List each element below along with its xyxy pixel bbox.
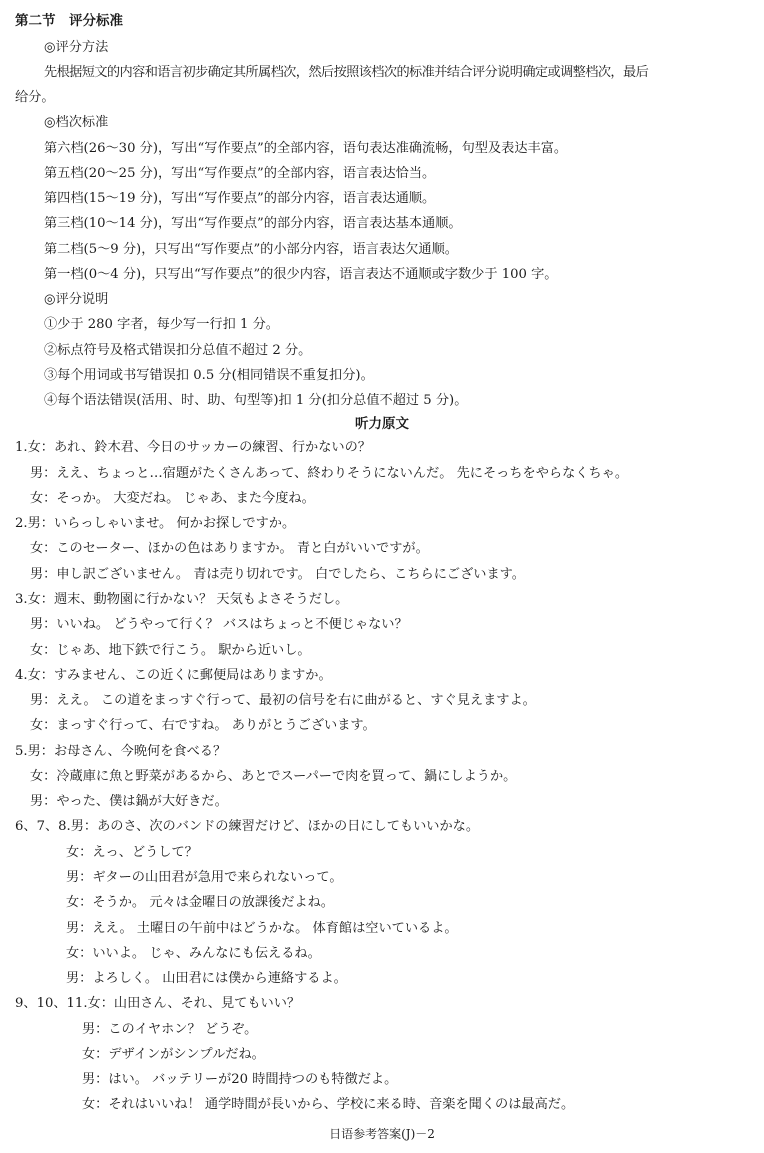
- dialogue-1-line-1: 1.女：あれ、鈴木君、今日のサッカーの練習、行かないの？: [15, 440, 371, 455]
- method-text-line-2: 给分。: [15, 90, 55, 105]
- dialogue-2-line-3: 男：申し訳ございません。 青は売り切れです。 白でしたら、こちらにございます。: [30, 567, 525, 582]
- dialogue-5-line-3: 男：やった、僕は鍋が大好きだ。: [30, 794, 228, 809]
- page-footer: 日语参考答案(J)－2: [329, 1127, 435, 1141]
- level-6: 第六档(26～30 分)，写出“写作要点”的全部内容，语句表达准确流畅，句型及表达丰富。: [44, 141, 568, 156]
- listening-title: 听力原文: [355, 416, 409, 432]
- dialogue-6-8-line-6: 女：いいよ。 じゃ、みんなにも伝えるね。: [66, 946, 321, 961]
- method-heading: ◎评分方法: [44, 40, 109, 55]
- dialogue-6-8-line-1: 6、7、8.男：あのさ、次のバンドの練習だけど、ほかの日にしてもいいかな。: [15, 819, 480, 834]
- dialogue-2-line-1: 2.男：いらっしゃいませ。 何かお探しですか。: [15, 516, 296, 531]
- level-2: 第二档(5～9 分)，只写出“写作要点”的小部分内容，语言表达欠通顺。: [44, 242, 458, 257]
- dialogue-2-line-2: 女：このセーター、ほかの色はありますか。 青と白がいいですが。: [30, 541, 429, 556]
- level-4: 第四档(15～19 分)，写出“写作要点”的部分内容，语言表达通顺。: [44, 191, 436, 206]
- dialogue-3-line-2: 男：いいね。 どうやって行く？ バスはちょっと不便じゃない？: [30, 617, 408, 632]
- dialogue-3-line-3: 女：じゃあ、地下鉄で行こう。 駅から近いし。: [30, 643, 311, 658]
- dialogue-5-line-2: 女：冷蔵庫に魚と野菜があるから、あとでスーパーで肉を買って、鍋にしようか。: [30, 769, 517, 784]
- dialogue-1-line-3: 女：そっか。 大変だね。 じゃあ、また今度ね。: [30, 491, 315, 506]
- dialogue-6-8-line-2: 女：えっ、どうして？: [66, 845, 198, 860]
- dialogue-6-8-line-5: 男：ええ。 土曜日の午前中はどうかな。 体育館は空いているよ。: [66, 921, 458, 936]
- level-1: 第一档(0～4 分)，只写出“写作要点”的很少内容，语言表达不通顺或字数少于 100 字。: [44, 267, 558, 282]
- dialogue-6-8-line-4: 女：そうか。 元々は金曜日の放課後だよね。: [66, 895, 334, 910]
- note-2: ②标点符号及格式错误扣分总值不超过 2 分。: [44, 343, 312, 358]
- dialogue-9-11-line-2: 男：このイヤホン？ どうぞ。: [82, 1022, 258, 1037]
- levels-heading: ◎档次标准: [44, 115, 109, 130]
- level-5: 第五档(20～25 分)，写出“写作要点”的全部内容，语言表达恰当。: [44, 166, 436, 181]
- notes-heading: ◎评分说明: [44, 292, 109, 307]
- dialogue-6-8-line-7: 男：よろしく。 山田君には僕から連絡するよ。: [66, 971, 347, 986]
- dialogue-4-line-3: 女：まっすぐ行って、右ですね。 ありがとうございます。: [30, 718, 376, 733]
- dialogue-9-11-line-1: 9、10、11.女：山田さん、それ、見てもいい？: [15, 996, 301, 1011]
- note-4: ④每个语法错误(活用、时、助、句型等)扣 1 分(扣分总值不超过 5 分)。: [44, 393, 468, 408]
- method-text-line-1: 先根据短文的内容和语言初步确定其所属档次，然后按照该档次的标准并结合评分说明确定或调整档次，最后: [44, 65, 649, 80]
- dialogue-9-11-line-3: 女：デザインがシンプルだね。: [82, 1047, 265, 1062]
- note-3: ③每个用词或书写错误扣 0.5 分(相同错误不重复扣分)。: [44, 368, 374, 383]
- dialogue-9-11-line-5: 女：それはいいね！ 通学時間が長いから、学校に来る時、音楽を聞くのは最高だ。: [82, 1097, 575, 1112]
- dialogue-4-line-2: 男：ええ。 この道をまっすぐ行って、最初の信号を右に曲がると、すぐ見えますよ。: [30, 693, 536, 708]
- dialogue-3-line-1: 3.女：週末、動物園に行かない？ 天気もよさそうだし。: [15, 592, 349, 607]
- level-3: 第三档(10～14 分)，写出“写作要点”的部分内容，语言表达基本通顺。: [44, 216, 462, 231]
- dialogue-9-11-line-4: 男：はい。 バッテリーが20 時間持つのも特徴だよ。: [82, 1072, 398, 1087]
- dialogue-1-line-2: 男：ええ、ちょっと…宿題がたくさんあって、終わりそうにないんだ。 先にそっちをやらなくちゃ。: [30, 466, 629, 481]
- section-title: 第二节 评分标准: [15, 13, 123, 29]
- note-1: ①少于 280 字者，每少写一行扣 1 分。: [44, 317, 279, 332]
- dialogue-6-8-line-3: 男：ギターの山田君が急用で来られないって。: [66, 870, 343, 885]
- dialogue-4-line-1: 4.女：すみません、この近くに郵便局はありますか。: [15, 668, 332, 683]
- dialogue-5-line-1: 5.男：お母さん、今晩何を食べる？: [15, 744, 227, 759]
